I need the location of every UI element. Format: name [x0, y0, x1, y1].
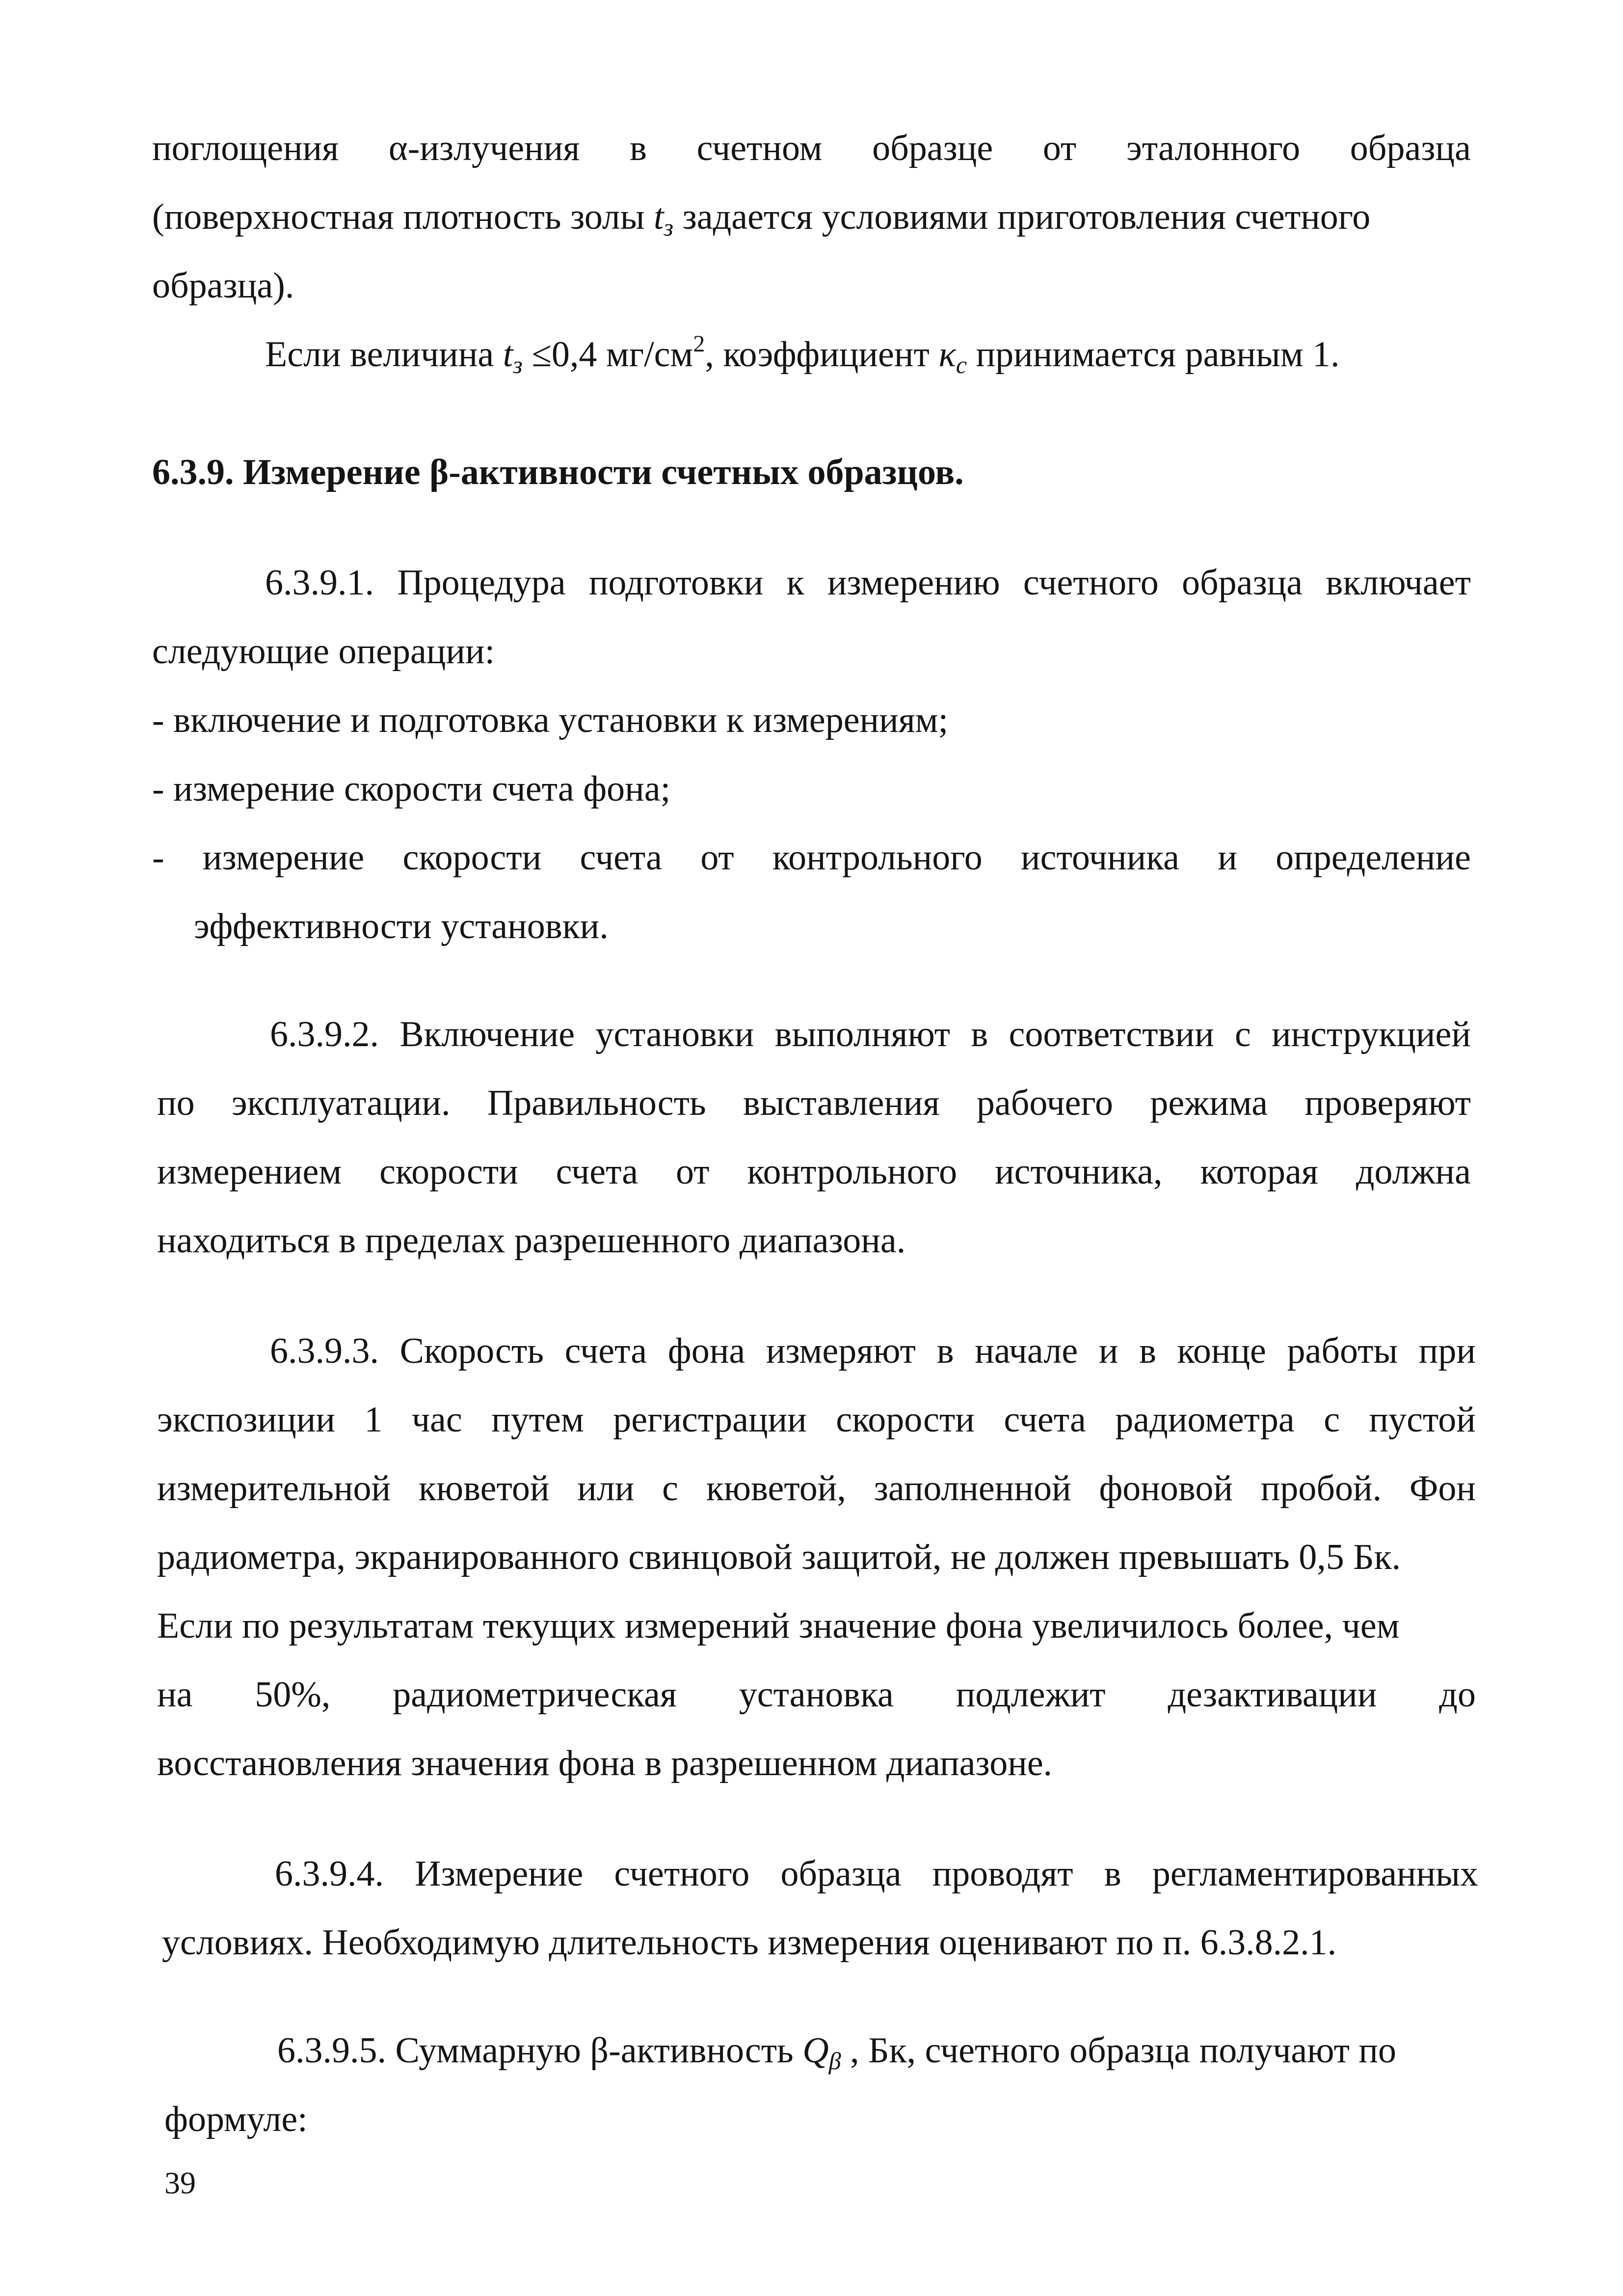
word: экспозиции	[157, 1400, 335, 1440]
word: в	[630, 128, 647, 168]
condition-start: Если величина	[265, 334, 503, 375]
ash-density-subscript: з	[664, 214, 674, 241]
word: Скорость	[399, 1331, 544, 1371]
word: измерением	[157, 1152, 342, 1192]
word: 6.3.9.1.	[265, 563, 374, 603]
word: начале	[975, 1331, 1078, 1371]
word: Процедура	[397, 563, 566, 603]
p6393-line-2	[157, 1402, 1476, 1438]
squared-superscript: 2	[693, 331, 705, 357]
word: путем	[491, 1400, 584, 1440]
word: 6.3.9.2.	[270, 1014, 379, 1054]
word: скорости	[836, 1400, 975, 1440]
word: проводят	[932, 1854, 1073, 1894]
word: выполняют	[774, 1014, 951, 1054]
word: заполненной	[874, 1468, 1071, 1509]
word: с	[1234, 1014, 1251, 1054]
word: до	[1439, 1675, 1476, 1715]
word: 50%,	[255, 1675, 331, 1715]
word: поглощения	[152, 128, 339, 168]
word: эксплуатации.	[231, 1083, 451, 1123]
word: -	[152, 837, 164, 878]
word: проверяют	[1304, 1083, 1471, 1123]
ash-density-symbol: t	[653, 197, 664, 237]
intro-line-2-end: задается условиями приготовления счетного	[673, 197, 1371, 237]
p6393-line-7: восстановления значения фона в разрешенном диапазоне.	[157, 1743, 1053, 1783]
p6394-line-2: условиях. Необходимую длительность измерения оценивают по п. 6.3.8.2.1.	[162, 1922, 1337, 1963]
word: установка	[739, 1675, 894, 1715]
p6395-line-1-start: 6.3.9.5. Суммарную β-активность	[277, 2030, 803, 2071]
word: регламентированных	[1152, 1854, 1478, 1894]
word: в	[936, 1331, 954, 1371]
p6395-line-2: формуле:	[164, 2099, 308, 2139]
word: счета	[564, 1331, 647, 1371]
word: измерительной	[157, 1468, 391, 1509]
p6391-bullet-3	[152, 839, 1471, 876]
p6393-line-3	[157, 1470, 1476, 1507]
word: образце	[872, 128, 993, 168]
word: счетном	[696, 128, 823, 168]
word: определение	[1276, 837, 1471, 878]
word: регистрации	[613, 1400, 807, 1440]
word: измерению	[827, 563, 1000, 603]
word: счета	[556, 1152, 639, 1192]
word: на	[157, 1675, 193, 1715]
p6393-line-4: радиометра, экранированного свинцовой защитой, не должен превышать 0,5 Бк.	[157, 1537, 1401, 1577]
word: контрольного	[772, 837, 983, 878]
word: должна	[1356, 1152, 1471, 1192]
condition-t-subscript: з	[513, 351, 523, 378]
word: контрольного	[747, 1152, 958, 1192]
intro-line-1	[152, 130, 1471, 166]
word: образца	[1181, 563, 1303, 603]
word: и	[1218, 837, 1237, 878]
word: или	[577, 1468, 635, 1509]
word: режима	[1150, 1083, 1268, 1123]
p6393-line-6	[157, 1676, 1476, 1713]
word: инструкцией	[1272, 1014, 1471, 1054]
p6395-line-1	[277, 2030, 1397, 2075]
word: работы	[1287, 1331, 1398, 1371]
p6394-line-1	[275, 1856, 1478, 1892]
condition-t-symbol: t	[503, 334, 513, 375]
word: скорости	[379, 1152, 518, 1192]
word: 6.3.9.3.	[270, 1331, 379, 1371]
word: 1	[364, 1400, 383, 1440]
word: при	[1418, 1331, 1476, 1371]
word: радиометра	[1115, 1400, 1295, 1440]
word: Фон	[1409, 1468, 1476, 1509]
activity-beta-subscript: β	[828, 2047, 841, 2075]
intro-line-3: образца).	[152, 266, 294, 306]
word: источника	[1021, 837, 1180, 878]
p6392-line-1	[270, 1016, 1471, 1053]
intro-condition-line	[265, 331, 1340, 378]
p6393-line-5: Если по результатам текущих измерений значение фона увеличилось более, чем	[157, 1606, 1400, 1646]
coef-k-symbol: κ	[938, 334, 956, 375]
p6393-line-1	[270, 1333, 1476, 1369]
p6391-bullet-2: - измерение скорости счета фона;	[152, 769, 671, 809]
word: от	[700, 837, 734, 878]
word: к	[786, 563, 804, 603]
word: в	[1139, 1331, 1157, 1371]
word: образца	[1350, 128, 1471, 168]
intro-line-2	[152, 197, 1371, 241]
word: подготовки	[588, 563, 764, 603]
word: час	[411, 1400, 462, 1440]
condition-coef: , коэффициент	[705, 334, 939, 375]
p6392-line-4: находиться в пределах разрешенного диапазона.	[157, 1220, 906, 1261]
coef-k-subscript: с	[956, 351, 967, 378]
word: эталонного	[1126, 128, 1301, 168]
p6395-line-1-end: , Бк, счетного образца получают по	[841, 2030, 1397, 2071]
word: фона	[667, 1331, 745, 1371]
word: α-излучения	[388, 128, 580, 168]
word: установки	[595, 1014, 754, 1054]
word: Включение	[399, 1014, 575, 1054]
word: соответствии	[1009, 1014, 1214, 1054]
intro-line-2-start: (поверхностная плотность золы	[152, 197, 654, 237]
word: источника,	[995, 1152, 1163, 1192]
word: образца	[780, 1854, 902, 1894]
p6392-line-3	[157, 1154, 1471, 1190]
word: в	[1104, 1854, 1121, 1894]
condition-mid: ≤0,4 мг/см	[522, 334, 693, 375]
word: рабочего	[976, 1083, 1114, 1123]
section-heading: 6.3.9. Измерение β-активности счетных образцов.	[152, 452, 964, 492]
word: включает	[1326, 563, 1471, 603]
word: Измерение	[415, 1854, 584, 1894]
word: от	[1042, 128, 1077, 168]
p6391-line-2: следующие операции:	[152, 631, 495, 672]
p6391-bullet-1: - включение и подготовка установки к измерениям;	[152, 700, 949, 740]
word: по	[157, 1083, 195, 1123]
word: с	[1324, 1400, 1340, 1440]
word: кюветой,	[706, 1468, 846, 1509]
word: с	[662, 1468, 679, 1509]
word: выставления	[743, 1083, 940, 1123]
page-number: 39	[164, 2165, 196, 2200]
word: дезактивации	[1168, 1675, 1377, 1715]
word: в	[971, 1014, 988, 1054]
word: кюветой	[418, 1468, 550, 1509]
word: 6.3.9.4.	[275, 1854, 384, 1894]
word: Правильность	[487, 1083, 706, 1123]
word: радиометрическая	[393, 1675, 677, 1715]
word: которая	[1200, 1152, 1318, 1192]
word: от	[676, 1152, 710, 1192]
word: измерение	[202, 837, 365, 878]
word: и	[1098, 1331, 1118, 1371]
p6391-bullet-3-continuation: эффективности установки.	[194, 906, 609, 946]
word: конце	[1177, 1331, 1266, 1371]
p6392-line-2	[157, 1085, 1471, 1121]
p6391-line-1	[265, 565, 1471, 601]
word: измеряют	[766, 1331, 916, 1371]
word: скорости	[402, 837, 542, 878]
word: пробой.	[1260, 1468, 1382, 1509]
word: подлежит	[956, 1675, 1106, 1715]
word: счета	[580, 837, 662, 878]
word: пустой	[1369, 1400, 1476, 1440]
activity-q-symbol: Q	[802, 2030, 829, 2071]
condition-end: принимается равным 1.	[967, 334, 1340, 375]
word: счетного	[1023, 563, 1159, 603]
word: счетного	[614, 1854, 750, 1894]
word: фоновой	[1099, 1468, 1233, 1509]
word: счета	[1004, 1400, 1086, 1440]
